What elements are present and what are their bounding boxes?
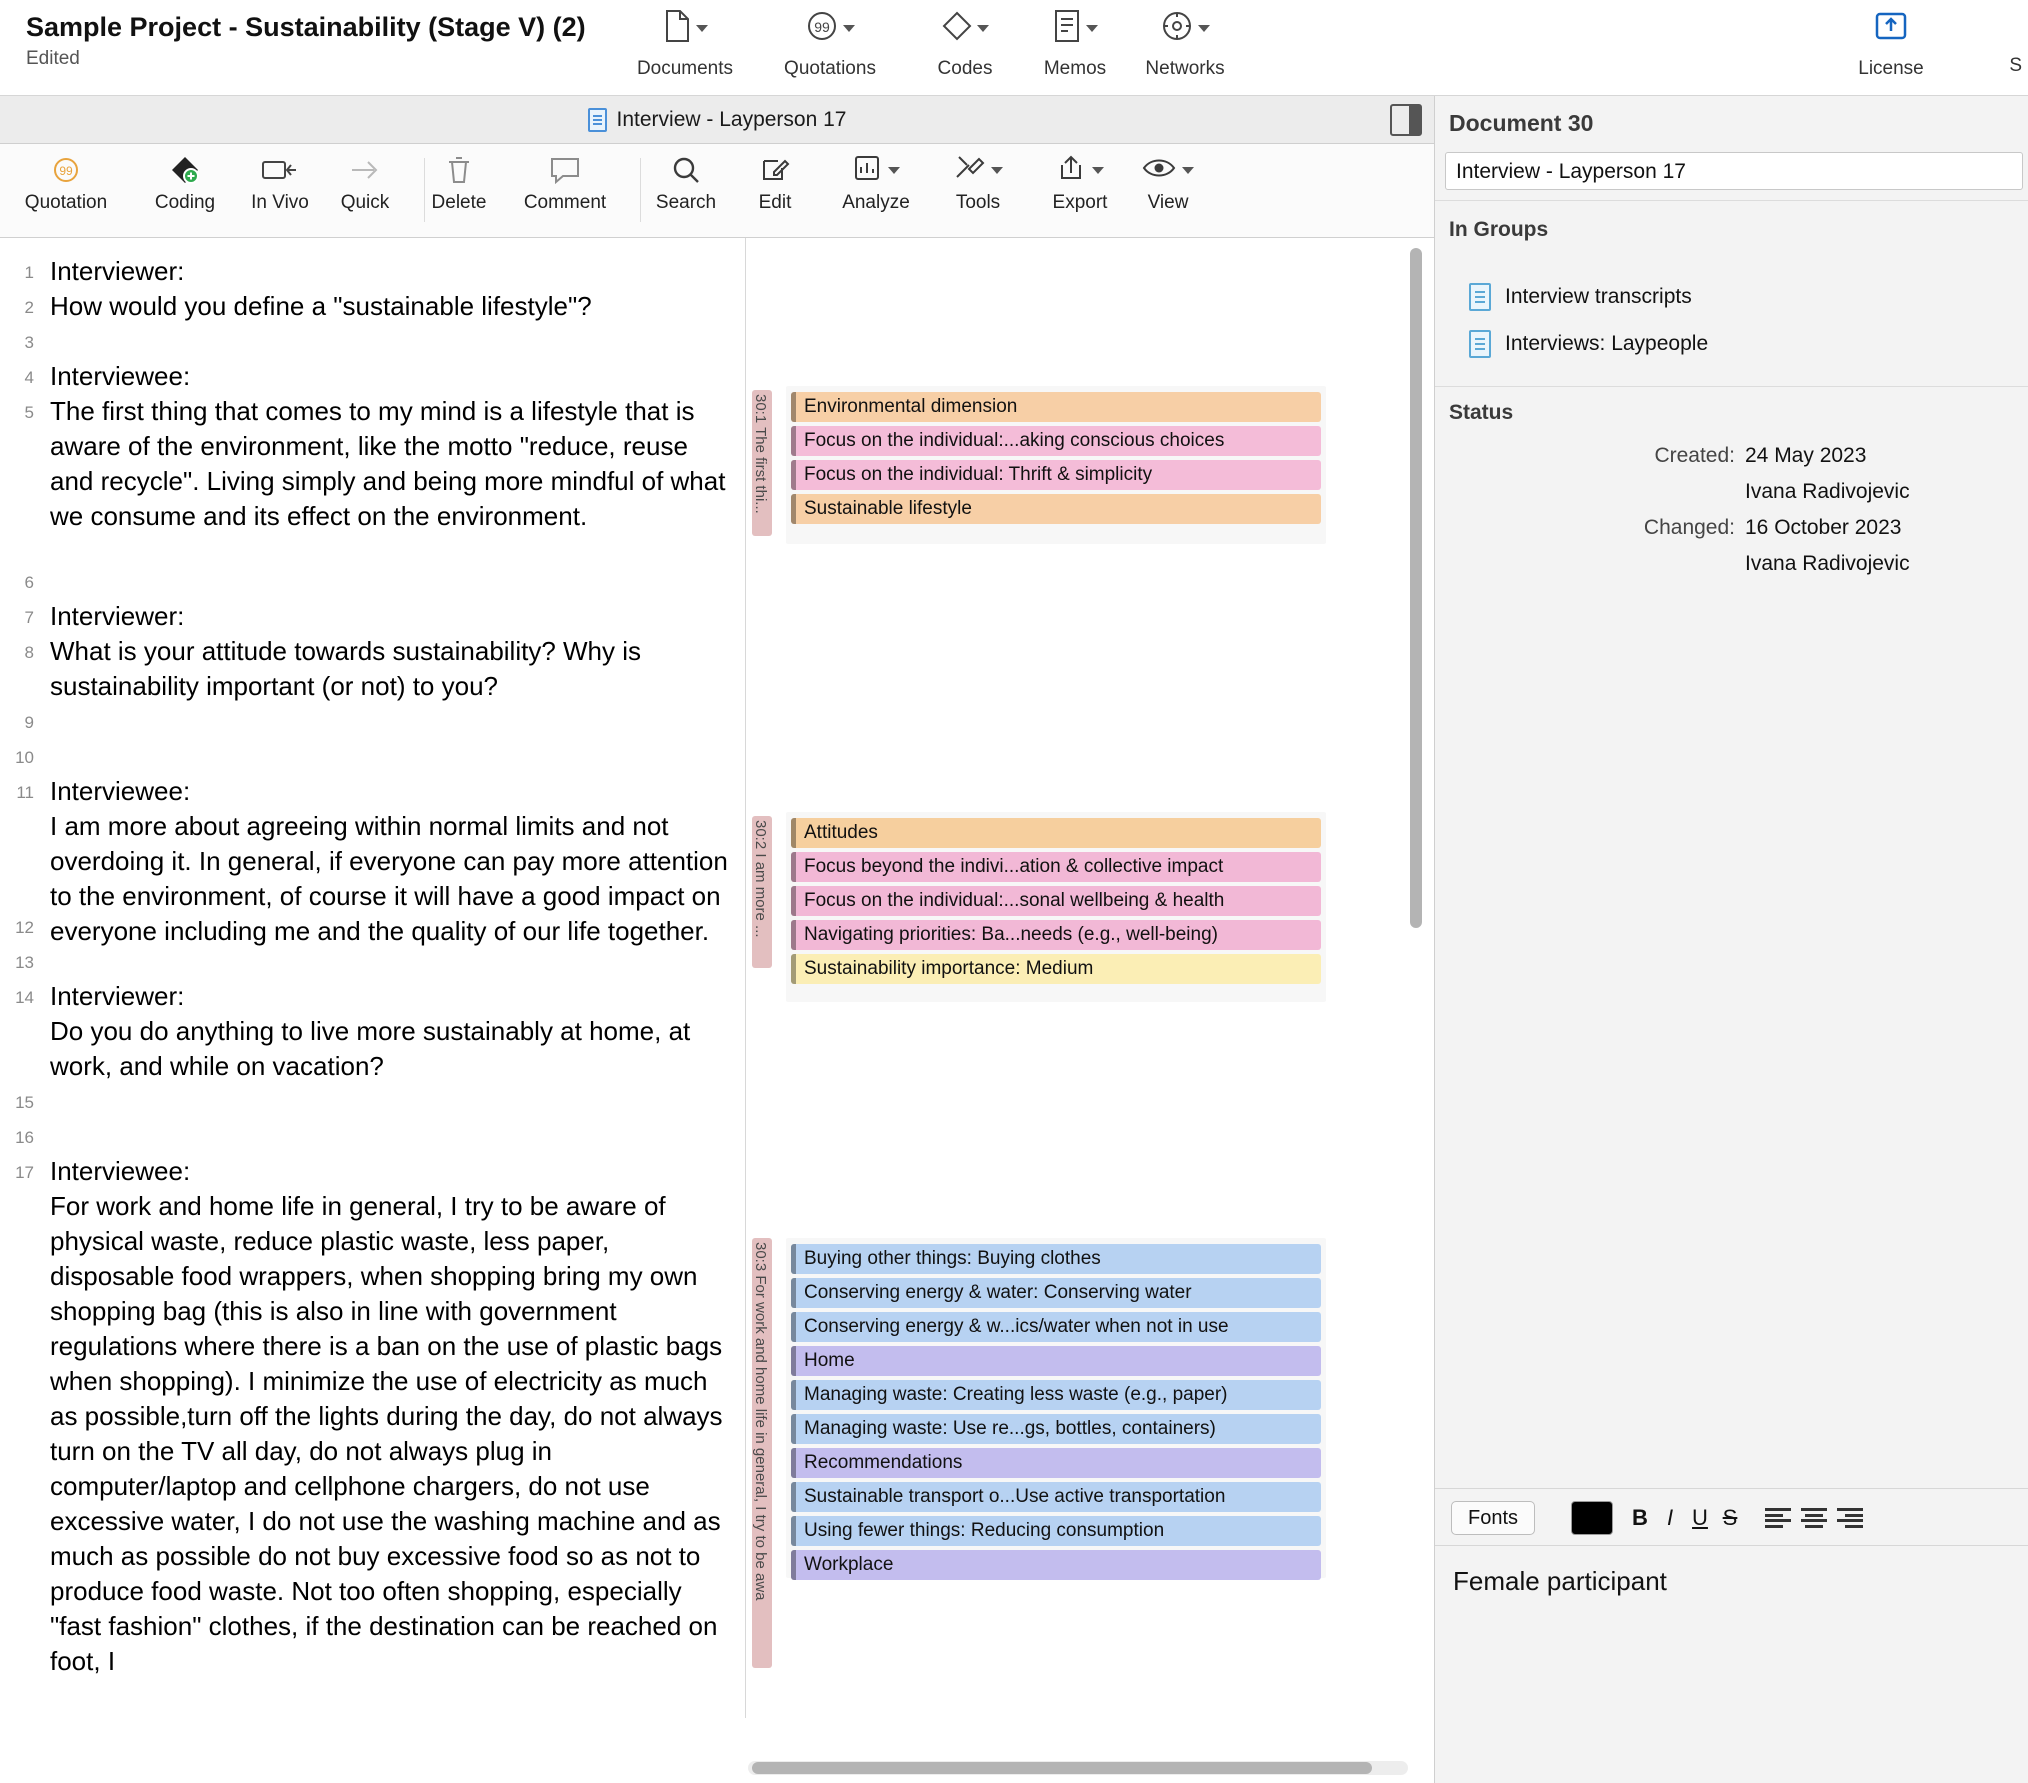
status-header: Status [1449,401,1514,424]
nav-label: Quotations [784,58,876,79]
paragraph: The first thing that comes to my mind is a lifestyle that is aware of the environment, like the motto "reduce, reuse and recycle". Living simply and being more mindful of what we consume and its effect on the environment. [50,396,726,531]
nav-quotations[interactable] [755,8,905,80]
line-number: 3 [24,333,34,352]
quotation-icon [805,9,839,48]
line-number: 7 [24,608,34,627]
code-chip[interactable]: Buying other things: Buying clothes [791,1244,1321,1274]
view-button[interactable] [1120,148,1216,214]
trash-icon [446,148,472,192]
code-chip[interactable]: Navigating priorities: Ba...needs (e.g., well-being) [791,920,1321,950]
created-label: Created: [1654,444,1735,467]
line-number: 4 [24,368,34,387]
nav-label: Documents [636,58,734,79]
code-chip[interactable]: Using fewer things: Reducing consumption [791,1516,1321,1546]
line-number: 14 [15,988,34,1007]
edited-status: Edited [26,48,80,69]
line-number: 10 [15,748,34,767]
code-chip[interactable]: Focus on the individual:...sonal wellbeing & health [791,886,1321,916]
line-number: 8 [24,643,34,662]
bold-button[interactable]: B [1632,1505,1648,1530]
quick-coding-icon [348,148,382,192]
code-chip[interactable]: Sustainability importance: Medium [791,954,1321,984]
paragraph: Interviewer: [50,981,185,1011]
nav-networks[interactable] [1110,8,1260,80]
changed-by: Ivana Radivojevic [1745,552,1910,575]
paragraph: I am more about agreeing within normal limits and not overdoing it. In general, if everyone can pay more attention to the environment, of course it will have a good impact on everyone including me and the quality of our life together. [50,811,728,946]
paragraph: Do you do anything to live more sustainably at home, at work, and while on vacation? [50,1016,691,1081]
nav-documents[interactable] [610,8,760,80]
export-icon [1056,153,1086,188]
toolbar-label: Coding [154,192,216,213]
line-number: 12 [15,918,34,937]
comment-icon [549,148,581,192]
license-icon [1874,10,1908,47]
in-groups-header: In Groups [1449,218,1549,241]
toolbar-label: View [1147,192,1189,213]
quick-coding-button[interactable] [320,148,410,214]
paragraph: How would you define a "sustainable lifestyle"? [50,291,592,321]
in-vivo-button[interactable] [235,148,325,214]
alignment-group [1765,1501,1863,1535]
paragraph: Interviewer: [50,601,185,631]
svg-text:99: 99 [59,164,73,178]
tab-label: Interview - Layperson 17 [616,107,847,131]
toolbar-label: Analyze [842,192,910,213]
search-button[interactable] [640,148,732,214]
paragraph: Interviewee: [50,776,191,806]
strikethrough-button[interactable]: S [1722,1505,1738,1530]
toolbar-label: Delete [431,192,487,213]
line-number: 2 [24,298,34,317]
eye-icon [1142,155,1176,186]
document-group-icon [1469,283,1491,311]
quotation-bar[interactable]: 30:2 I am more ... [752,816,772,968]
horizontal-scrollbar[interactable] [752,1762,1372,1774]
line-number: 13 [15,953,34,972]
delete-button[interactable] [420,148,498,214]
align-left-icon[interactable] [1765,1508,1791,1528]
chevron-down-icon[interactable] [1198,25,1210,32]
coding-icon [169,148,201,192]
paragraph: What is your attitude towards sustainability? Why is sustainability important (or not) to you? [50,636,642,701]
code-chip[interactable]: Environmental dimension [791,392,1321,422]
network-icon [1160,9,1194,48]
page-title: Sample Project - Sustainability (Stage V) (2) [26,12,586,42]
chevron-down-icon[interactable] [1092,167,1104,174]
chevron-down-icon[interactable] [991,167,1003,174]
text-color-swatch[interactable] [1571,1501,1613,1535]
line-number: 1 [24,263,34,282]
quotation-bar[interactable]: 30:3 For work and home life in general, I try to be awa [752,1238,772,1668]
document-icon [588,108,607,132]
split-view-button[interactable] [1390,104,1422,136]
toolbar-label: Edit [758,192,792,213]
chevron-down-icon[interactable] [977,25,989,32]
line-number-gutter [0,238,40,1783]
align-center-icon[interactable] [1801,1508,1827,1528]
code-chip[interactable]: Conserving energy & w...ics/water when not in use [791,1312,1321,1342]
toolbar-label: Export [1052,192,1108,213]
code-chip[interactable]: Sustainable transport o...Use active transportation [791,1482,1321,1512]
tools-button[interactable] [930,148,1026,214]
inspector-panel [1434,96,2028,1783]
chevron-down-icon[interactable] [1182,167,1194,174]
quotation-button[interactable] [10,148,122,214]
code-chip[interactable]: Sustainable lifestyle [791,494,1321,524]
code-chip[interactable]: Attitudes [791,818,1321,848]
edge-letter: S [2009,55,2022,76]
code-chip[interactable]: Managing waste: Creating less waste (e.g., paper) [791,1380,1321,1410]
code-chip[interactable]: Conserving energy & water: Conserving water [791,1278,1321,1308]
changed-date: 16 October 2023 [1745,516,1902,539]
license-button[interactable] [1826,8,1956,80]
changed-label: Changed: [1643,516,1735,539]
document-name-field[interactable]: Interview - Layperson 17 [1445,152,2023,190]
code-chip[interactable]: Focus on the individual: Thrift & simplicity [791,460,1321,490]
italic-button[interactable]: I [1666,1505,1674,1530]
line-number: 17 [15,1163,34,1182]
code-list [786,812,1326,1002]
analyze-icon [852,153,882,188]
margin-divider [745,238,746,1718]
code-chip[interactable]: Focus beyond the indivi...ation & collective impact [791,852,1321,882]
paragraph: Interviewer: [50,256,185,286]
search-icon [671,148,701,192]
tools-icon [953,153,985,188]
quotation-icon [51,148,81,192]
vertical-scrollbar[interactable] [1410,248,1422,928]
document-editor[interactable] [0,238,1434,1783]
paragraph: Interviewee: [50,1156,191,1186]
chevron-down-icon[interactable] [843,25,855,32]
license-label: License [1858,58,1924,79]
document-icon [662,9,692,48]
inspector-title: Document 30 [1449,110,1594,136]
align-right-icon[interactable] [1837,1508,1863,1528]
top-bar [0,0,2028,96]
underline-button[interactable]: U [1692,1505,1708,1530]
code-chip[interactable]: Home [791,1346,1321,1376]
divider [1435,386,2028,387]
editor-toolbar [0,144,1434,238]
line-number: 15 [15,1093,34,1112]
group-item-interviews-laypeople[interactable] [1469,330,1708,358]
code-chip[interactable]: Recommendations [791,1448,1321,1478]
created-by: Ivana Radivojevic [1745,480,1910,503]
code-diamond-icon [941,10,973,47]
toolbar-label: Comment [523,192,607,213]
line-number: 9 [24,713,34,732]
memo-format-toolbar [1435,1488,2028,1546]
code-chip[interactable]: Managing waste: Use re...gs, bottles, containers) [791,1414,1321,1444]
document-group-icon [1469,330,1491,358]
created-date: 24 May 2023 [1745,444,1867,467]
divider [1435,200,2028,201]
analyze-button[interactable] [818,148,934,214]
toolbar-label: Tools [955,192,1001,213]
nav-label: Codes [937,58,993,79]
nav-label: Memos [1043,58,1107,79]
toolbar-label: Quick [340,192,390,213]
tab-interview-layperson-17[interactable] [588,108,847,132]
memo-content[interactable]: Female participant [1453,1566,1667,1596]
toolbar-label: Quotation [24,192,108,213]
quotation-bar[interactable]: 30:1 The first thi... [752,390,772,536]
fonts-button[interactable]: Fonts [1451,1501,1535,1535]
chevron-down-icon[interactable] [1086,25,1098,32]
edit-pencil-icon [760,148,790,192]
line-number: 11 [16,783,34,802]
in-vivo-icon [261,148,299,192]
code-chip[interactable]: Focus on the individual:...aking conscious choices [791,426,1321,456]
line-number: 5 [24,403,34,422]
toolbar-label: Search [655,192,717,213]
nav-label: Networks [1145,58,1225,79]
coding-button[interactable] [140,148,230,214]
paragraph: For work and home life in general, I try to be aware of physical waste, reduce plastic waste, less paper, disposable food wrappers, when shopping bring my own shopping bag (this is also in line with government regulations where there is a ban on the use of plastic bags when shopping). I minimize the use of electricity as much as possible,turn off the lights during the day, do not always turn on the TV all day, do not always plug in computer/laptop and cellphone chargers, do not use excessive water, I do not use the washing machine and as much as possible do not buy excessive food so as not to produce food waste. Not too often shopping, especially "fast fashion" clothes, if the destination can be reached on foot, I [50,1191,723,1676]
toolbar-label: In Vivo [251,192,309,213]
code-list [786,1238,1326,1578]
export-button[interactable] [1028,148,1132,214]
code-chip[interactable]: Workplace [791,1550,1321,1580]
document-tab-strip [0,96,1434,144]
memo-icon [1052,9,1082,48]
chevron-down-icon[interactable] [696,25,708,32]
svg-text:99: 99 [814,18,830,35]
group-item-interview-transcripts[interactable] [1469,283,1692,311]
comment-button[interactable] [500,148,630,214]
line-number: 6 [24,573,34,592]
group-label: Interviews: Laypeople [1505,332,1709,355]
paragraph: Interviewee: [50,361,191,391]
edit-button[interactable] [740,148,810,214]
group-label: Interview transcripts [1505,285,1692,308]
text-style-group [1625,1501,1745,1535]
code-list [786,386,1326,544]
chevron-down-icon[interactable] [888,167,900,174]
line-number: 16 [15,1128,34,1147]
